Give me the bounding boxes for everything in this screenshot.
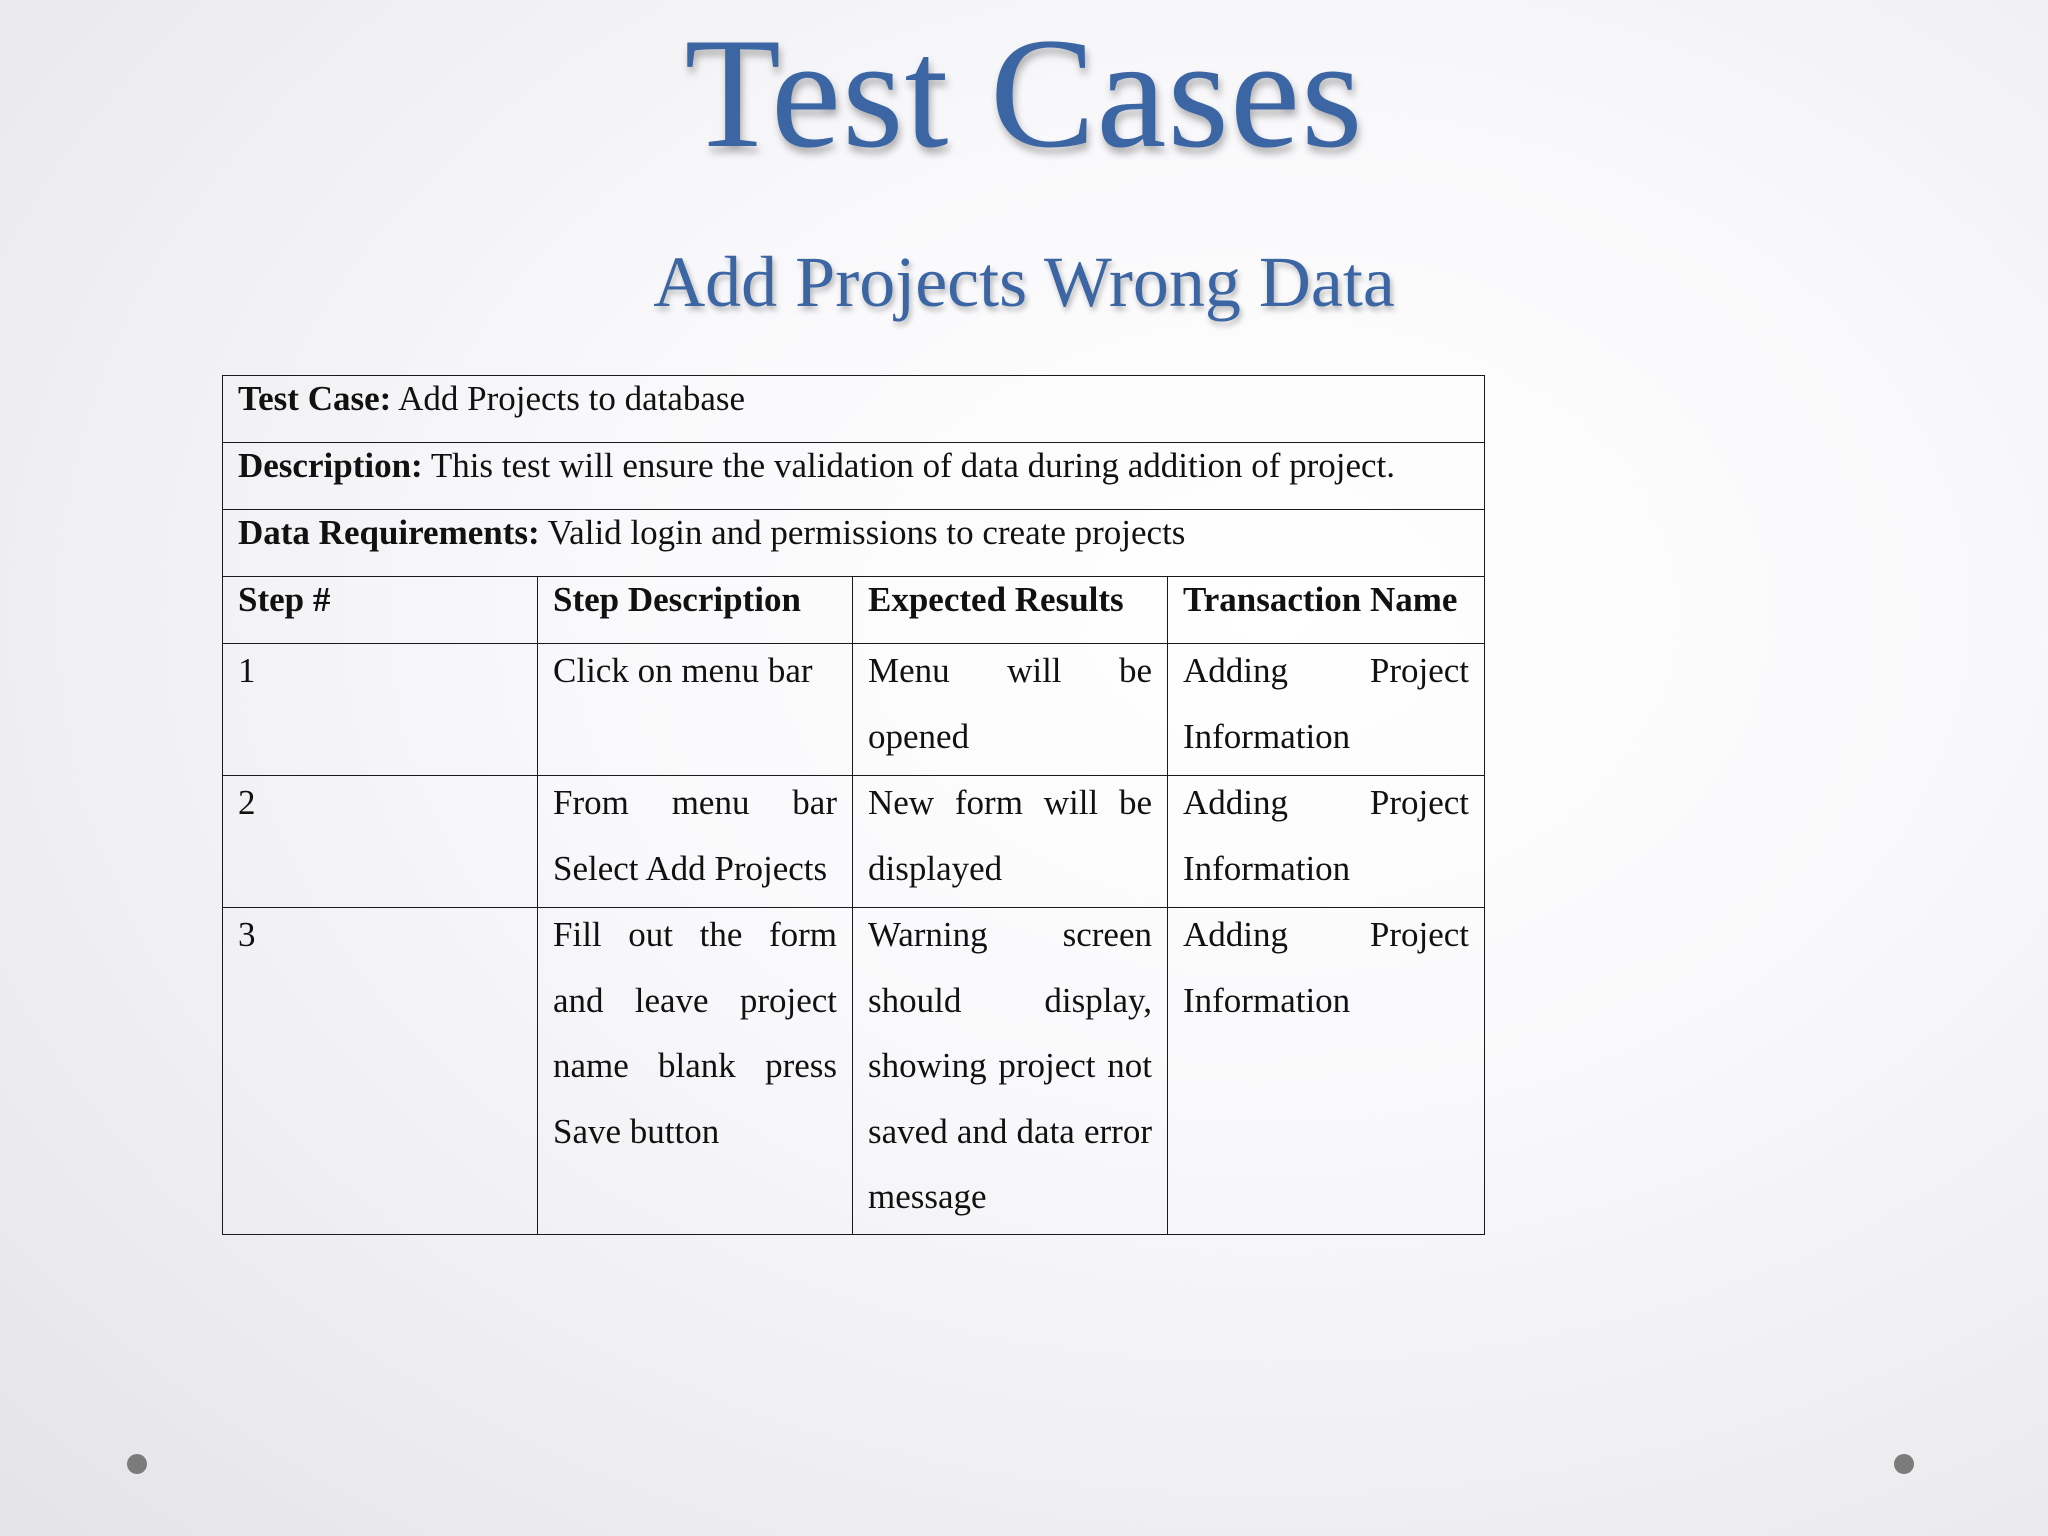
step-description-cell (538, 908, 853, 1235)
expected-results: Warning screen should display, showing project not saved and data error message (868, 915, 1152, 1216)
test-case-table (222, 375, 1485, 1235)
slide-subtitle: Add Projects Wrong Data (653, 242, 1395, 322)
description-row (223, 443, 1485, 510)
test-case-cell (223, 376, 1485, 443)
step-number-cell (223, 908, 538, 1235)
transaction-name-cell (1168, 776, 1485, 908)
next-slide-dot[interactable] (1894, 1454, 1914, 1474)
column-header-transaction-name: Transaction Name (1168, 577, 1485, 644)
column-header-row (223, 577, 1485, 644)
step-description: Fill out the form and leave project name blank press Save button (553, 915, 837, 1151)
step-number: 1 (238, 651, 256, 690)
data-requirements-label: Data Requirements: (238, 513, 540, 552)
expected-results-cell (853, 908, 1168, 1235)
expected-results-cell (853, 644, 1168, 776)
table-row (223, 776, 1485, 908)
previous-slide-dot[interactable] (127, 1454, 147, 1474)
test-case-row (223, 376, 1485, 443)
step-description: From menu bar Select Add Projects (553, 783, 837, 888)
step-number: 3 (238, 915, 256, 954)
transaction-name-cell (1168, 644, 1485, 776)
column-header-expected-results: Expected Results (853, 577, 1168, 644)
column-header-step-description: Step Description (538, 577, 853, 644)
description-cell (223, 443, 1485, 510)
test-case-value: Add Projects to database (391, 379, 746, 418)
transaction-name: Adding Project Information (1183, 915, 1470, 1020)
data-requirements-value: Valid login and permissions to create projects (539, 513, 1186, 552)
table-row (223, 908, 1485, 1235)
step-description: Click on menu bar (553, 651, 813, 690)
step-description-cell (538, 644, 853, 776)
transaction-name: Adding Project Information (1183, 651, 1470, 756)
transaction-name: Adding Project Information (1183, 783, 1470, 888)
data-requirements-cell (223, 510, 1485, 577)
table-row (223, 644, 1485, 776)
step-number-cell (223, 644, 538, 776)
transaction-name-cell (1168, 908, 1485, 1235)
expected-results: Menu will be opened (868, 651, 1152, 756)
description-label: Description: (238, 446, 423, 485)
column-header-step: Step # (223, 577, 538, 644)
step-description-cell (538, 776, 853, 908)
expected-results-cell (853, 776, 1168, 908)
step-number: 2 (238, 783, 256, 822)
data-requirements-row (223, 510, 1485, 577)
step-number-cell (223, 776, 538, 908)
test-case-label: Test Case: (238, 379, 392, 418)
slide-title: Test Cases (684, 6, 1364, 181)
expected-results: New form will be displayed (868, 783, 1152, 888)
description-value: This test will ensure the validation of data during addition of project. (422, 446, 1396, 485)
